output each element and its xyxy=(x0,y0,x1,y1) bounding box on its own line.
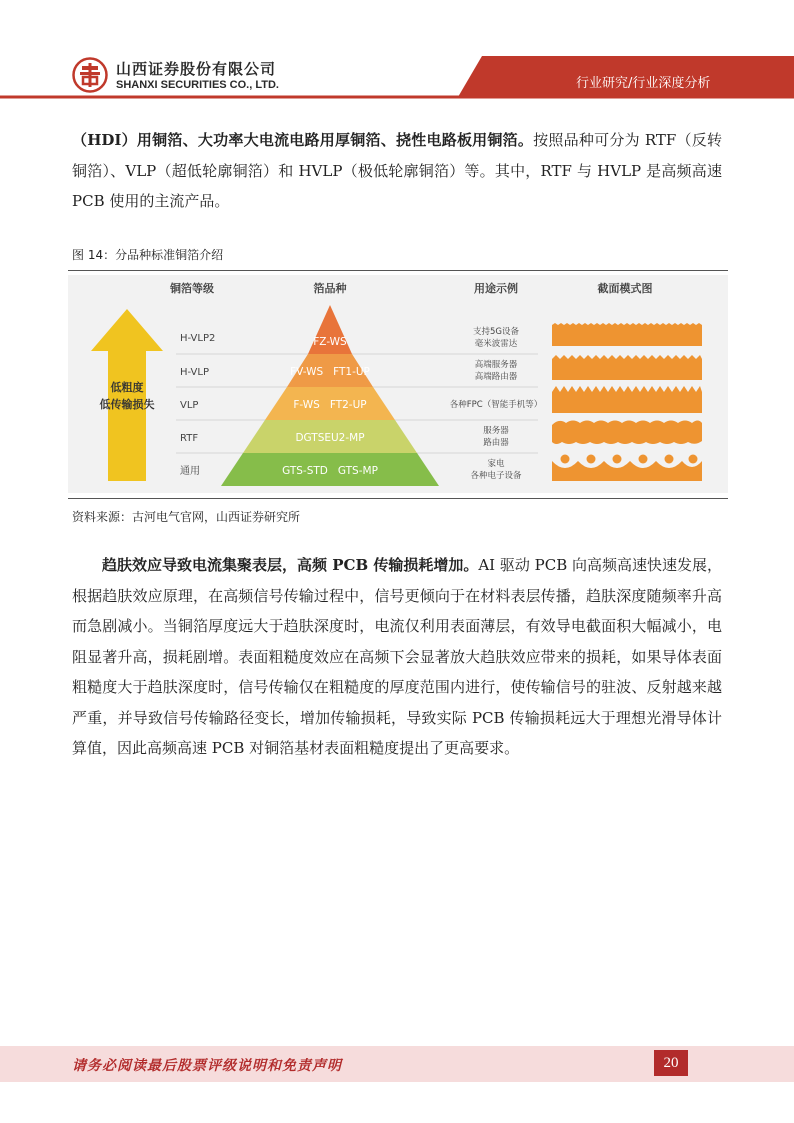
profile-hvlp2 xyxy=(552,323,702,346)
intro-bold: （HDI）用铜箔、大功率大电流电路用厚铜箔、挠性电路板用铜箔。 xyxy=(72,131,534,149)
usage-label: 高端服务器 xyxy=(474,360,518,370)
figure-source: 资料来源：古河电气官网，山西证券研究所 xyxy=(72,510,301,524)
usage-label: 高端路由器 xyxy=(474,372,518,382)
usage-label: 毫米波雷达 xyxy=(474,339,518,349)
figure-title: 图 14：分品种标准铜箔介绍 xyxy=(72,248,224,262)
grade-label: RTF xyxy=(180,433,199,444)
foil-type-label: GTS-STD GTS-MP xyxy=(282,465,378,477)
skin-effect-paragraph xyxy=(72,550,722,764)
grade-label: VLP xyxy=(180,400,199,411)
footer-disclaimer: 请务必阅读最后股票评级说明和免责声明 xyxy=(72,1058,342,1074)
company-logo-icon xyxy=(72,57,108,93)
report-category: 行业研究/行业深度分析 xyxy=(576,76,711,91)
foil-type-label: FV-WS FT1-UP xyxy=(290,366,370,378)
arrow-label-line2: 低传输损失 xyxy=(99,398,155,411)
foil-type-label: F-WS FT2-UP xyxy=(293,399,367,411)
skin-effect-text: AI 驱动 PCB 向高频高速快速发展，根据趋肤效应原理，在高频信号传输过程中，信号更倾向于在材料表层传播，趋肤深度随频率升高而急剧减小。当铜箔厚度远大于趋肤深度时，电流仅利用表面薄层，有效导电截面积大幅减小，电阻显著升高，损耗剧增。表面粗糙度效应在高频下会显著放大趋肤效应带来的损耗，如果导体表面粗糙度大于趋肤深度时，信号传输仅在粗糙度的厚度范围内进行，使传输信号的驻波、反射越来越严重，并导致信号传输路径变长，增加传输损耗，导致实际 PCB 传输损耗远大于理想光滑导体计算值，因此高频高速 PCB 对铜箔基材表面粗糙度提出了更高要求。 xyxy=(72,556,722,757)
arrow-label-line1: 低粗度 xyxy=(110,381,144,394)
copper-foil-diagram xyxy=(68,275,728,493)
usage-label: 各种FPC（智能手机等） xyxy=(449,400,543,410)
usage-label: 家电 xyxy=(487,459,505,469)
col-header-grade: 铜箔等级 xyxy=(170,282,214,295)
grade-label: 通用 xyxy=(180,466,200,477)
col-header-profile: 截面模式图 xyxy=(597,282,653,295)
usage-label: 路由器 xyxy=(483,438,509,448)
page-number: 20 xyxy=(654,1050,688,1076)
usage-label: 支持5G设备 xyxy=(473,327,519,337)
usage-label: 各种电子设备 xyxy=(470,471,522,481)
figure-bottom-rule xyxy=(68,498,728,499)
intro-paragraph xyxy=(72,125,722,217)
col-header-usage: 用途示例 xyxy=(474,282,518,295)
usage-label: 服务器 xyxy=(483,426,509,436)
grade-label: H-VLP2 xyxy=(180,333,216,344)
skin-effect-bold: 趋肤效应导致电流集聚表层，高频 PCB 传输损耗增加。 xyxy=(102,556,479,574)
grade-label: H-VLP xyxy=(180,367,209,378)
col-header-type: 箔品种 xyxy=(313,282,347,295)
foil-type-label: DGTSEU2-MP xyxy=(295,432,365,444)
company-name-en: SHANXI SECURITIES CO., LTD. xyxy=(116,79,279,91)
profile-hvlp xyxy=(552,355,702,380)
figure-top-rule xyxy=(68,270,728,271)
foil-type-label: FZ-WS xyxy=(313,336,347,348)
intro-text: 按照品种可分为 RTF（反转铜箔）、VLP（超低轮廓铜箔）和 HVLP（极低轮廓铜箔）等。其中，RTF 与 HVLP 是高频高速 PCB 使用的主流产品。 xyxy=(72,131,723,210)
profile-rtf xyxy=(552,421,702,445)
company-name-cn: 山西证券股份有限公司 xyxy=(116,60,277,78)
